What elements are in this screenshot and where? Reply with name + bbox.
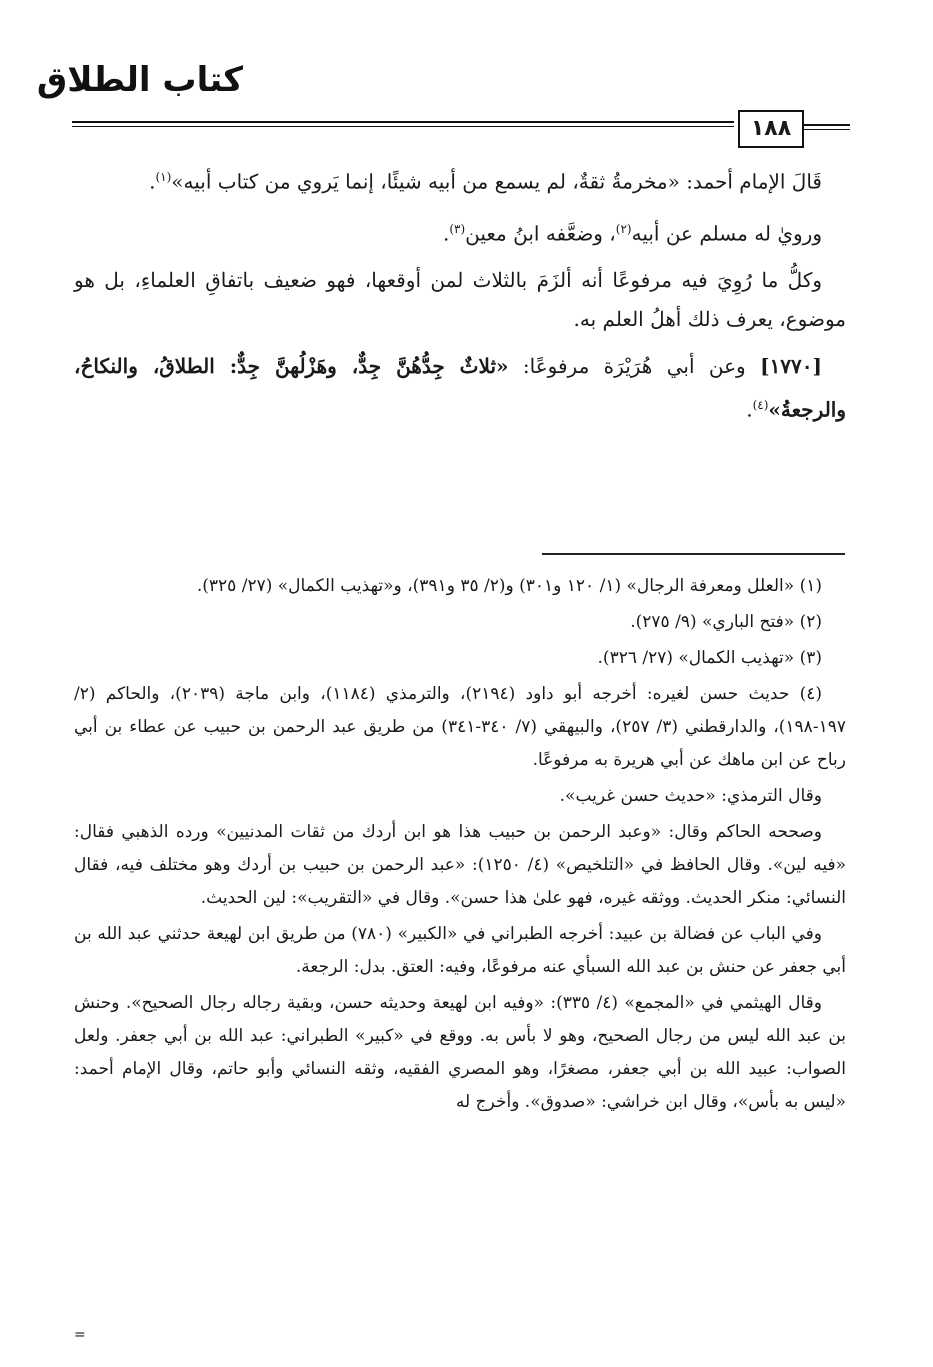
paragraph-1 (74, 158, 846, 202)
header-rule-thin (72, 126, 734, 127)
header-rule (72, 121, 734, 123)
footnote-2: (٢) «فتح الباري» (٩/ ٢٧٥). (630, 612, 822, 632)
main-text (74, 158, 846, 438)
book-title: كتاب الطلاق (36, 60, 243, 100)
footnote-3: (٣) «تهذيب الكمال» (٢٧/ ٣٢٦). (597, 648, 822, 668)
footnote-4-fadala: وفي الباب عن فضالة بن عبيد: أخرجه الطبراني في «الكبير» (٧٨٠) من طريق ابن لهيعة حدثني عبد الله بن أبي جعفر عن حنش بن عبد الله السبأي عنه مرفوعًا، وفيه: العتق. بدل: الرجعة. (74, 924, 846, 977)
hadith-paragraph (74, 347, 846, 430)
footnote-ref-4[interactable]: (٤) (752, 398, 769, 413)
hadith-number: [١٧٧٠] (760, 354, 822, 379)
footnote-4-tirmidhi: وقال الترمذي: «حديث حسن غريب». (559, 786, 822, 806)
footnote-4: (٤) حديث حسن لغيره: أخرجه أبو داود (٢١٩٤)، والترمذي (١١٨٤)، وابن ماجة (٢٠٣٩)، والحاكم (٢/ ١٩٧-١٩٨)، والدارقطني (٣/ ٢٥٧)، والبيهقي (٧/ ٣٤٠-٣٤١) من طريق عبد الرحمن بن حبيب عن عطاء بن أبي رباح عن ابن ماهك عن أبي هريرة به مرفوعًا. (74, 684, 846, 770)
paragraph-2 (74, 210, 846, 254)
footnote-ref-2[interactable]: (٢) (615, 221, 632, 236)
footnotes (74, 570, 846, 1122)
footnote-ref-1[interactable]: (١) (155, 170, 172, 184)
footnote-ref-3[interactable]: (٣) (449, 221, 466, 236)
paragraph-2-text-b: ، وضعَّفه ابنُ معين (465, 221, 616, 246)
hadith-end: . (746, 397, 753, 422)
page-number-rule-thin (802, 129, 850, 130)
footnote-separator (542, 553, 845, 555)
continuation-mark: = (74, 1327, 86, 1343)
footnote-1: (١) «العلل ومعرفة الرجال» (١/ ١٢٠ و٣٠١) و(٢/ ٣٥ و٣٩١)، و«تهذيب الكمال» (٢٧/ ٣٢٥). (196, 576, 822, 596)
paragraph-2-end: . (442, 221, 450, 246)
hadith-intro: وعن أبي هُرَيْرَة مرفوعًا: (508, 354, 761, 379)
paragraph-3: وكلُّ ما رُوِيَ فيه مرفوعًا أنه ألزَمَ بالثلاث لمن أوقعها، فهو ضعيف باتفاقِ العلماءِ، بل هو موضوع، يعرف ذلك أهلُ العلم به. (74, 268, 846, 332)
page-number-rule (802, 124, 850, 126)
page-number: ١٨٨ (738, 110, 804, 148)
footnote-4-haythami: وقال الهيثمي في «المجمع» (٤/ ٣٣٥): «وفيه ابن لهيعة وحديثه حسن، وبقية رجاله رجال الصحيح». وحنش بن عبد الله ليس من رجال الصحيح، وهو لا بأس به. ووقع في «كبير» الطبراني: عبد الله بن أبي جعفر. ولعل الصواب: عبيد الله بن أبي جعفر، مصغرًا، وهو المصري الفقيه، وثقه النسائي وأبو حاتم، وقال الإمام أحمد: «ليس به بأس»، وقال ابن خراشي: «صدوق». وأخرج له (74, 993, 846, 1112)
footnote-4-hakim: وصححه الحاكم وقال: «وعبد الرحمن بن حبيب هذا هو ابن أردك من ثقات المدنيين» ورده الذهبي فقال: «فيه لين». وقال الحافظ في «التلخيص» (٤/ ١٢٥٠): «عبد الرحمن بن حبيب بن أردك وهو مختلف فيه، فقال النسائي: منكر الحديث. ووثقه غيره، فهو علىٰ هذا حسن». وقال في «التقريب»: لين الحديث. (74, 822, 846, 908)
paragraph-1-end: . (149, 169, 156, 194)
hadith-text: «ثلاثٌ جِدُّهُنَّ جِدٌّ، وهَزْلُهنَّ جِدٌّ: الطلاقُ، والنكاحُ، والرجعةُ» (74, 354, 846, 422)
paragraph-2-text-a: ورويٰ له مسلم عن أبيه (631, 221, 822, 246)
paragraph-1-text: قَالَ الإمام أحمد: «مخرمةُ ثقةٌ، لم يسمع من أبيه شيئًا، إنما يَروي من كتاب أبيه» (171, 169, 822, 194)
